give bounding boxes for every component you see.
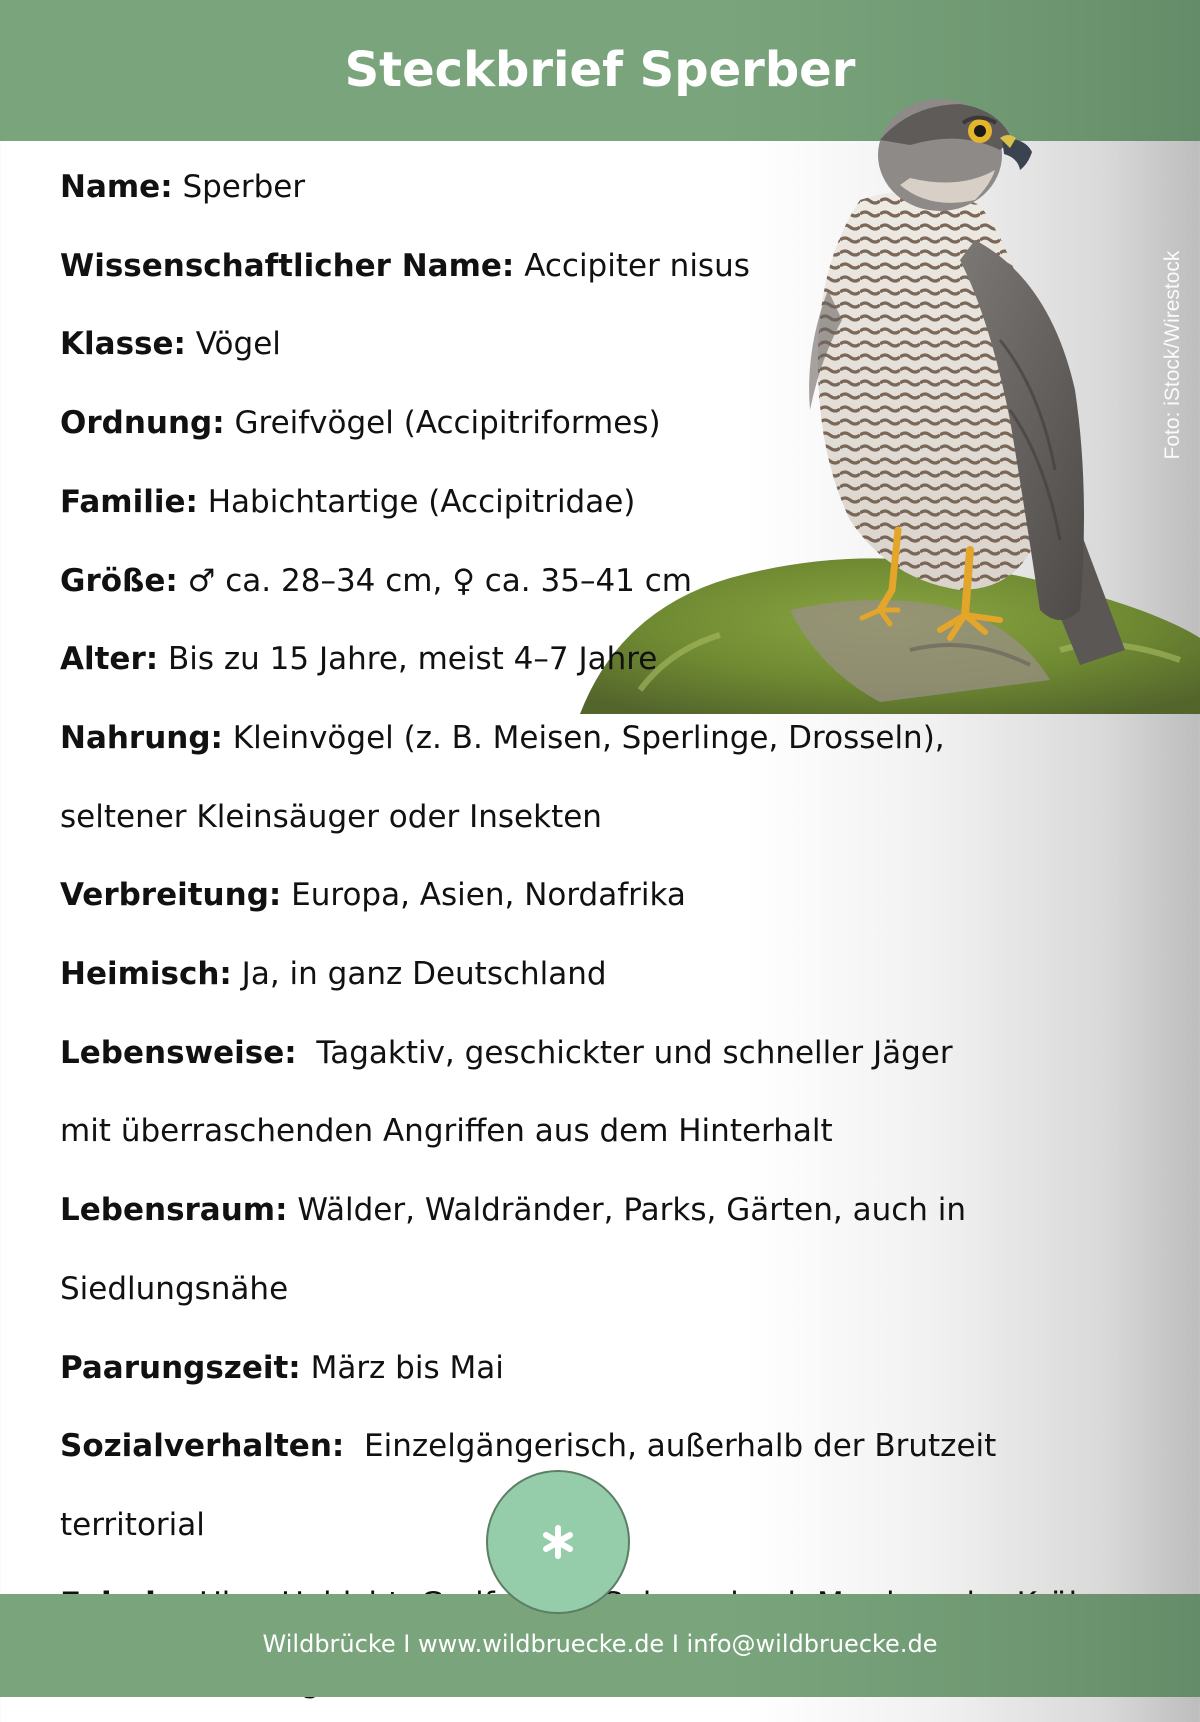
- fact-lifestyle: [60, 1014, 990, 1171]
- fact-value: Wälder, Waldränder, Parks, Gärten, auch in Siedlungsnähe: [60, 1192, 976, 1307]
- fact-label: Familie:: [60, 483, 198, 520]
- fact-value: März bis Mai: [300, 1349, 504, 1386]
- fact-value: Sperber: [172, 169, 306, 205]
- fact-value: Accipiter nisus: [514, 247, 750, 284]
- fact-label: Größe:: [60, 562, 178, 599]
- fact-native: [60, 935, 1150, 1014]
- fact-value: Tagaktiv, geschickter und schneller Jäger mit überraschenden Angriffen aus dem Hinterhalt: [60, 1034, 963, 1150]
- fact-scientific-name: [60, 227, 1150, 306]
- fact-value: Einzelgängerisch, außerhalb der Brutzeit territorial: [60, 1428, 1007, 1543]
- fact-label: Wissenschaftlicher Name:: [60, 247, 515, 284]
- fact-distribution: [60, 856, 1150, 935]
- fact-label: Name:: [60, 169, 173, 205]
- fact-class: [60, 305, 1150, 384]
- fact-value: Vögel: [185, 326, 281, 363]
- fact-label: Klasse:: [60, 326, 186, 363]
- fact-food: [60, 699, 1020, 856]
- fact-mating-season: [60, 1329, 1150, 1408]
- fact-order: [60, 384, 1150, 463]
- fact-label: Lebensweise:: [60, 1034, 297, 1071]
- fact-label: Sozialverhalten:: [60, 1428, 345, 1465]
- fact-label: Heimisch:: [60, 956, 232, 993]
- fact-size: [60, 542, 1150, 621]
- fact-value: Europa, Asien, Nordafrika: [281, 877, 686, 914]
- fact-value: Bis zu 15 Jahre, meist 4–7 Jahre: [158, 641, 658, 678]
- fact-habitat: [60, 1171, 1150, 1328]
- fact-value: Ja, in ganz Deutschland: [231, 956, 607, 993]
- fact-family: [60, 463, 1150, 542]
- fact-name: [60, 148, 1150, 227]
- fact-label: Verbreitung:: [60, 877, 282, 914]
- fact-label: Lebensraum:: [60, 1192, 288, 1229]
- badge-circle: [486, 1470, 630, 1614]
- footer-contact: Wildbrücke I www.wildbruecke.de I info@wildbruecke.de: [262, 1630, 938, 1658]
- fact-value: ♂ ca. 28–34 cm, ♀ ca. 35–41 cm: [177, 562, 692, 599]
- fact-age: [60, 620, 1150, 699]
- asterisk-icon: [488, 1472, 628, 1612]
- fact-label: Ordnung:: [60, 405, 225, 442]
- fact-value: Greifvögel (Accipitriformes): [224, 405, 661, 442]
- fact-value: Habichtartige (Accipitridae): [197, 483, 636, 520]
- fact-value: Kleinvögel (z. B. Meisen, Sperlinge, Drosseln), seltener Kleinsäuger oder Insekten: [60, 719, 955, 835]
- page-title: Steckbrief Sperber: [344, 42, 856, 98]
- fact-label: Paarungszeit:: [60, 1349, 301, 1386]
- photo-credit: Foto: iStock/Wirestock: [1161, 250, 1184, 460]
- fact-label: Alter:: [60, 641, 159, 678]
- fact-label: Nahrung:: [60, 719, 223, 756]
